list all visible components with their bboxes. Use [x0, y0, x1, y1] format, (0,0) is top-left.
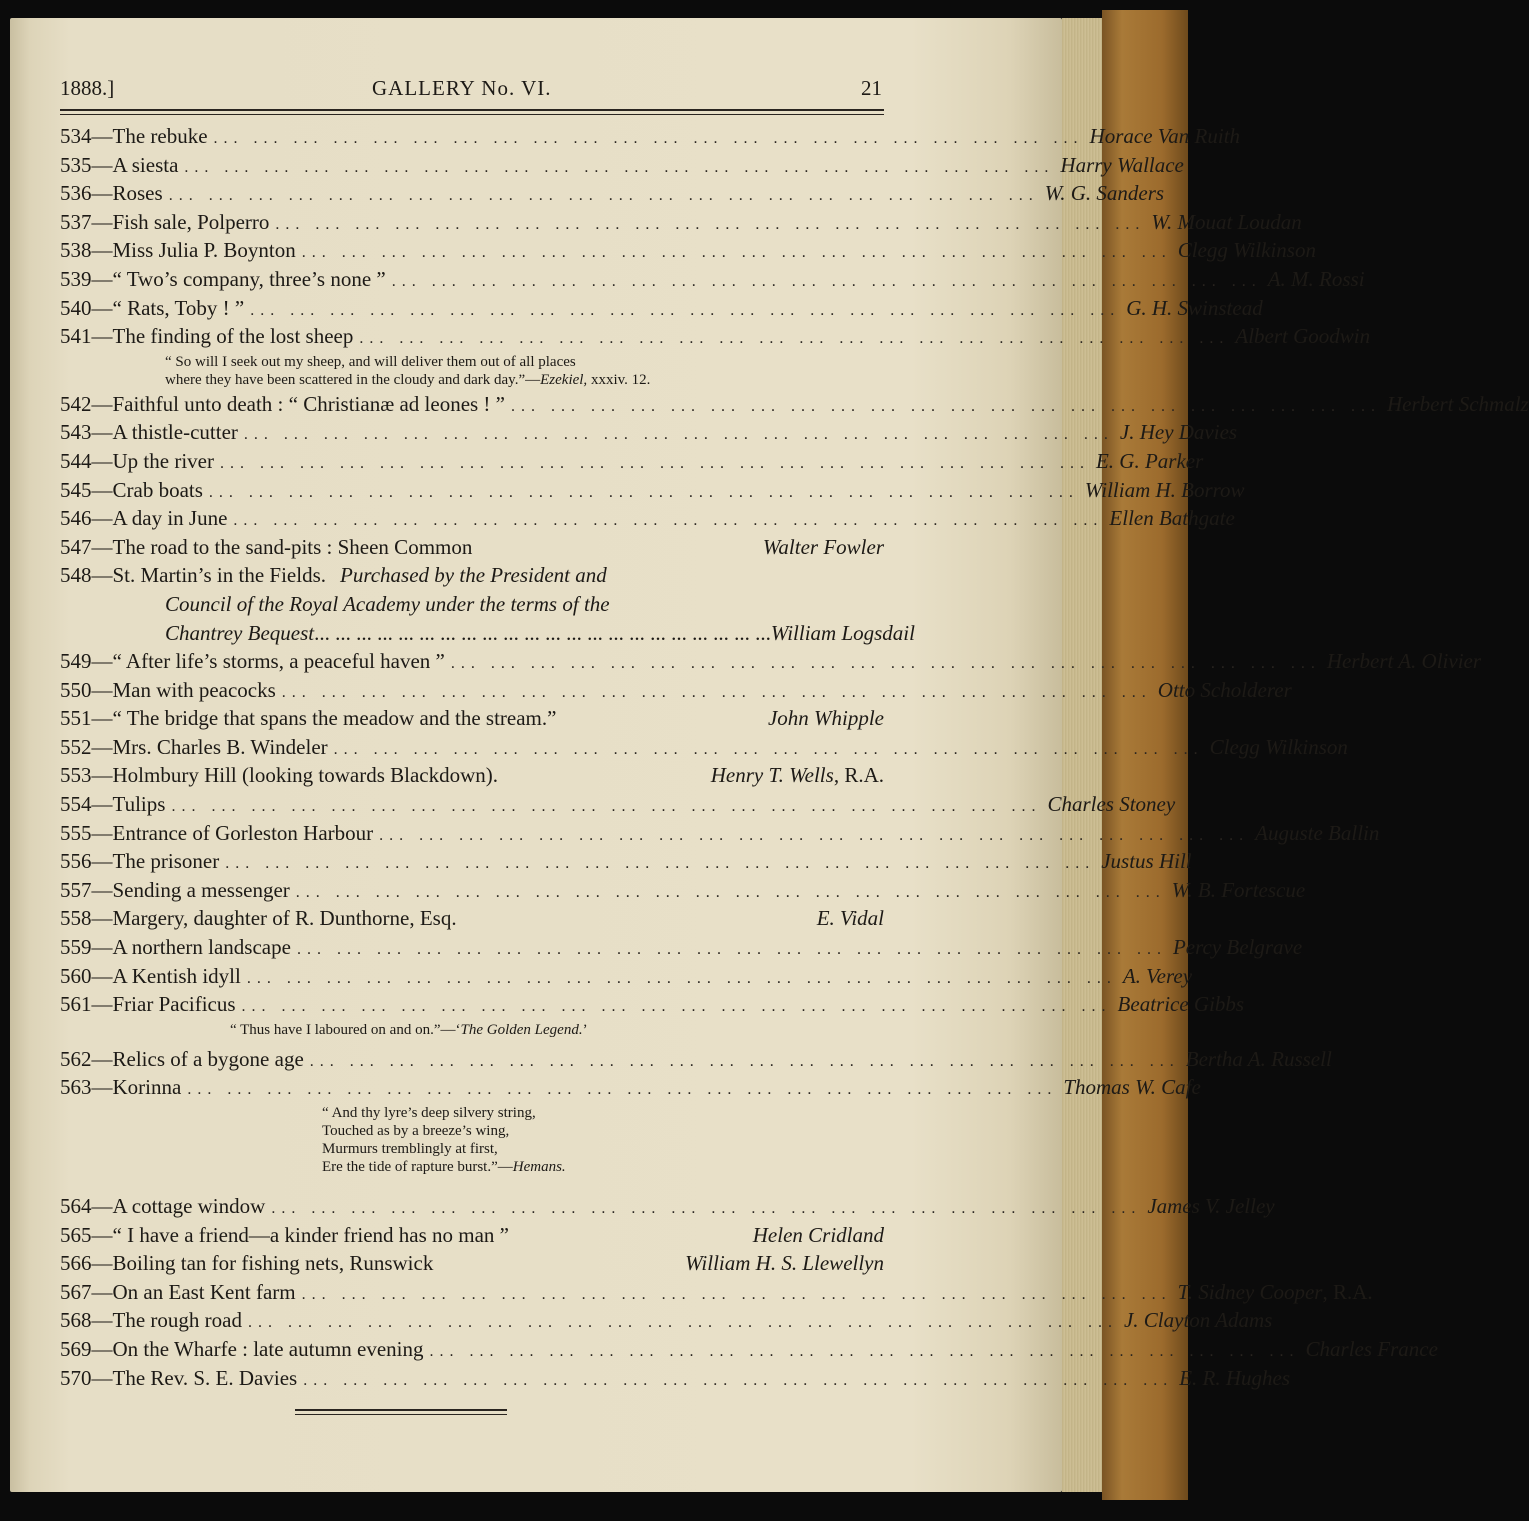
entry-artist: A. Verey: [1122, 963, 1193, 988]
leader-dots: ... ... ... ... ... ... ... ... ... ... ... ... ... ... ... ... ... ... ... ... ... ...: [208, 483, 1079, 501]
entry-artist: A. M. Rossi: [1267, 266, 1365, 291]
entry-number: 570—: [60, 1365, 113, 1390]
list-item: [60, 734, 1348, 764]
leader-dots: ... ... ... ... ... ... ... ... ... ... ... ... ... ... ... ... ... ... ... ... ... ...: [271, 1200, 1142, 1217]
quote-line: [322, 1158, 884, 1176]
quote-source: Hemans.: [512, 1159, 566, 1175]
leader-dots: ... ... ... ... ... ... ... ... ... ... ... ... ... ... ... ... ... ... ... ... ... ...: [309, 1052, 1180, 1070]
entry-title: Boiling tan for fishing nets, Runswick: [112, 1251, 434, 1276]
entry-title: A thistle-cutter: [112, 420, 238, 445]
entry-title: A cottage window: [112, 1194, 266, 1218]
entry-number: 548—: [60, 563, 113, 588]
list-item: [60, 295, 1263, 325]
leader-dots: ... ... ... ... ... ... ... ... ... ... ... ... ... ... ... ... ... ... ... ... ... ...: [219, 454, 1090, 472]
entry-suffix: , R.A.: [1322, 1279, 1373, 1304]
entry-artist: T. Sidney Cooper: [1177, 1279, 1323, 1304]
leader-dots: ... ... ... ... ... ... ... ... ... ... ... ... ... ... ... ... ... ... ... ... ... ...: [246, 969, 1117, 987]
header-rule-thin: [60, 114, 884, 115]
entry-number: 538—: [60, 238, 113, 263]
leader-dots: ... ... ... ... ... ... ... ... ... ... ... ... ... ... ... ... ... ... ... ... ... ...: [187, 1081, 1058, 1099]
list-item: [60, 124, 1241, 153]
entry-title: Miss Julia P. Boynton: [112, 238, 296, 263]
leader-dots: ... ... ... ... ... ... ... ... ... ... ... ... ... ... ... ... ... ... ... ... ... ...: [314, 620, 771, 645]
entry-suffix: , R.A.: [833, 763, 884, 788]
entry-title: Holmbury Hill (looking towards Blackdown).: [112, 763, 499, 788]
quote-line: “ So will I seek out my sheep, and will deliver them out of all places: [165, 353, 576, 370]
list-item: [60, 992, 1245, 1021]
entry-title: St. Martin’s in the Fields.: [112, 563, 327, 588]
entry-number: 563—: [60, 1075, 113, 1100]
entry-number: 564—: [60, 1194, 113, 1218]
entry-number: 543—: [60, 420, 113, 445]
leader-dots: ... ... ... ... ... ... ... ... ... ... ... ... ... ... ... ... ... ... ... ... ... ...: [233, 512, 1104, 530]
list-item: [60, 935, 1303, 964]
entry-artist: Clegg Wilkinson: [1177, 238, 1316, 263]
quote-line: [165, 371, 884, 389]
entry-title: The rebuke: [112, 124, 208, 148]
entry-artist: Justus Hill: [1101, 849, 1192, 874]
entry-title: On an East Kent farm: [112, 1279, 296, 1304]
entry-artist: W. B. Fortescue: [1171, 877, 1306, 902]
entry-artist: William H. Borrow: [1084, 477, 1245, 502]
entry-number: 559—: [60, 935, 113, 960]
entry-title: Up the river: [112, 448, 214, 473]
entry-number: 537—: [60, 209, 113, 234]
entry-title: Faithful unto death : “ Christianæ ad leones ! ”: [112, 391, 505, 416]
entry-title: Crab boats: [112, 477, 203, 502]
list-item: [60, 906, 884, 935]
list-item: [60, 849, 1192, 878]
leader-dots: ... ... ... ... ... ... ... ... ... ... ... ... ... ... ... ... ... ... ... ... ... ...: [379, 826, 1250, 844]
entry-artist: Charles Stoney: [1047, 792, 1176, 817]
entry-number: 552—: [60, 734, 113, 759]
entry-number: 560—: [60, 963, 113, 988]
entry-artist: Henry T. Wells: [710, 763, 834, 788]
leader-dots: ... ... ... ... ... ... ... ... ... ... ... ... ... ... ... ... ... ... ... ... ... ...: [295, 883, 1166, 901]
entry-artist: Harry Wallace: [1060, 152, 1184, 177]
leader-dots: ... ... ... ... ... ... ... ... ... ... ... ... ... ... ... ... ... ... ... ... ... ...: [359, 330, 1230, 348]
entry-number: 545—: [60, 477, 113, 502]
list-item: [60, 391, 1529, 421]
page-number: 21: [861, 76, 882, 100]
entry-number: 553—: [60, 763, 113, 788]
header-gallery: GALLERY No. VI.: [372, 76, 552, 100]
leader-dots: ... ... ... ... ... ... ... ... ... ... ... ... ... ... ... ... ... ... ... ... ... ...: [168, 187, 1039, 205]
leader-dots: ... ... ... ... ... ... ... ... ... ... ... ... ... ... ... ... ... ... ... ... ... ...: [391, 272, 1262, 290]
entry-artist: Percy Belgrave: [1172, 935, 1303, 960]
entry-number: 565—: [60, 1222, 113, 1247]
entry-artist: Herbert Schmalz: [1387, 391, 1529, 416]
list-item: [60, 266, 1365, 296]
entry-number: 544—: [60, 448, 113, 473]
entry-number: 535—: [60, 152, 113, 177]
entry-artist: Clegg Wilkinson: [1209, 734, 1348, 759]
entry-artist: Ellen Bathgate: [1109, 506, 1235, 531]
entry-title: A northern landscape: [112, 935, 291, 960]
quote-text: “ Thus have I laboured on and on.”—‘: [230, 1021, 461, 1038]
entry-title: Sending a messenger: [112, 877, 290, 902]
leader-dots: ... ... ... ... ... ... ... ... ... ... ... ... ... ... ... ... ... ... ... ... ... ...: [275, 215, 1146, 233]
entry-artist: E. Vidal: [816, 906, 884, 931]
list-item: [60, 763, 884, 792]
entry-title: Friar Pacificus: [112, 992, 236, 1017]
catalogue-list: [60, 124, 1529, 1394]
quote-ezekiel: [60, 353, 884, 392]
entry-title: “ The bridge that spans the meadow and the stream.”: [112, 706, 557, 731]
list-item: [60, 238, 1316, 267]
header-rule-thick: [60, 109, 884, 111]
list-item: [60, 152, 1184, 182]
list-item: [60, 677, 1292, 707]
leader-dots: ... ... ... ... ... ... ... ... ... ... ... ... ... ... ... ... ... ... ... ... ... ...: [333, 740, 1204, 758]
entry-title: “ Rats, Toby ! ”: [112, 295, 245, 320]
leader-dots: ... ... ... ... ... ... ... ... ... ... ... ... ... ... ... ... ... ... ... ... ... ...: [213, 130, 1084, 147]
entry-artist: G. H. Swinstead: [1126, 295, 1263, 320]
entry-artist: E. G. Parker: [1095, 448, 1204, 473]
entry-artist: John Whipple: [767, 706, 884, 731]
entry-title: On the Wharfe : late autumn evening: [112, 1336, 424, 1361]
entry-artist: Walter Fowler: [762, 534, 884, 559]
entry-number: 568—: [60, 1308, 113, 1333]
list-item: [60, 1075, 1201, 1104]
list-item: [60, 324, 1371, 353]
list-item: [60, 181, 1165, 210]
entry-title: Korinna: [112, 1075, 182, 1100]
entry-artist: Horace Van Ruith: [1089, 124, 1241, 148]
entry-title: “ After life’s storms, a peaceful haven ”: [112, 649, 445, 674]
entry-note-end: Chantrey Bequest: [165, 620, 315, 645]
entry-artist: Albert Goodwin: [1235, 324, 1371, 349]
leader-dots: ... ... ... ... ... ... ... ... ... ... ... ... ... ... ... ... ... ... ... ... ... ...: [450, 655, 1321, 673]
entry-number: 547—: [60, 534, 113, 559]
leader-dots: ... ... ... ... ... ... ... ... ... ... ... ... ... ... ... ... ... ... ... ... ... ...: [296, 941, 1167, 959]
entry-number: 567—: [60, 1279, 113, 1304]
entry-number: 550—: [60, 677, 113, 702]
entry-number: 556—: [60, 849, 113, 874]
quote-golden-legend: [60, 1021, 884, 1047]
entry-title: The prisoner: [112, 849, 220, 874]
leader-dots: ... ... ... ... ... ... ... ... ... ... ... ... ... ... ... ... ... ... ... ... ... ...: [184, 158, 1055, 176]
leader-dots: ... ... ... ... ... ... ... ... ... ... ... ... ... ... ... ... ... ... ... ... ... ...: [429, 1342, 1300, 1360]
quote-hemans: [60, 1104, 884, 1194]
entry-title: A day in June: [112, 506, 228, 531]
entry-title: The rough road: [112, 1308, 242, 1333]
entry-title: Man with peacocks: [112, 677, 276, 702]
entry-number: 558—: [60, 906, 113, 931]
list-item: [60, 1308, 1273, 1337]
entry-number: 562—: [60, 1046, 113, 1071]
entry-artist: Helen Cridland: [752, 1222, 884, 1247]
list-item: [60, 1046, 1332, 1076]
header-year: 1888.]: [60, 76, 115, 100]
entry-number: 546—: [60, 506, 113, 531]
entry-number: 549—: [60, 649, 113, 674]
footer-rule-thick: [295, 1409, 507, 1411]
entry-number: 555—: [60, 820, 113, 845]
quote-line: “ And thy lyre’s deep silvery string,: [322, 1105, 536, 1121]
list-item: [60, 1194, 1275, 1223]
list-item: [60, 420, 1238, 449]
entry-number: 540—: [60, 295, 113, 320]
list-item: [60, 820, 1380, 850]
quote-source: Ezekiel,: [540, 371, 588, 388]
leader-dots: ... ... ... ... ... ... ... ... ... ... ... ... ... ... ... ... ... ... ... ... ... ...: [171, 798, 1042, 816]
entry-artist: Charles France: [1305, 1336, 1438, 1361]
entry-artist: William Logsdail: [770, 620, 915, 645]
leader-dots: ... ... ... ... ... ... ... ... ... ... ... ... ... ... ... ... ... ... ... ... ... ...: [241, 998, 1112, 1016]
entry-title: Mrs. Charles B. Windeler: [112, 734, 328, 759]
quote-close: ’: [582, 1021, 588, 1038]
entry-note-continuation: Council of the Royal Academy under the terms of the: [165, 591, 610, 616]
leader-dots: ... ... ... ... ... ... ... ... ... ... ... ... ... ... ... ... ... ... ... ... ... ...: [225, 855, 1096, 873]
entry-artist: Otto Scholderer: [1157, 677, 1292, 702]
list-item: [60, 1223, 884, 1252]
entry-title: “ Two’s company, three’s none ”: [112, 266, 386, 291]
entry-title: Roses: [112, 181, 163, 206]
entry-artist: J. Hey Davies: [1119, 420, 1238, 445]
entry-number: 569—: [60, 1336, 113, 1361]
quote-text: where they have been scattered in the cloudy and dark day.”—: [165, 371, 541, 388]
entry-title: The road to the sand-pits : Sheen Common: [112, 534, 473, 559]
entry-number: 542—: [60, 391, 113, 416]
entry-title: The finding of the lost sheep: [112, 324, 354, 349]
entry-title: A siesta: [112, 152, 179, 177]
list-item: [60, 963, 1193, 993]
entry-title: The Rev. S. E. Davies: [112, 1365, 298, 1390]
entry-title: Tulips: [112, 792, 166, 817]
footer-rule-thin: [295, 1414, 507, 1415]
list-item: [60, 506, 1235, 535]
entry-artist: Herbert A. Olivier: [1326, 649, 1482, 674]
entry-number: 566—: [60, 1251, 113, 1276]
leader-dots: ... ... ... ... ... ... ... ... ... ... ... ... ... ... ... ... ... ... ... ... ... ...: [247, 1314, 1118, 1332]
entry-artist: W. Mouat Loudan: [1151, 209, 1302, 234]
quote-line: Touched as by a breeze’s wing,: [322, 1123, 510, 1139]
list-item: [60, 1365, 1291, 1395]
list-item: [60, 649, 1482, 678]
entry-artist: William H. S. Llewellyn: [685, 1251, 884, 1276]
entry-artist: W. G. Sanders: [1044, 181, 1165, 206]
entry-number: 557—: [60, 877, 113, 902]
entry-title: “ I have a friend—a kinder friend has no man ”: [112, 1222, 509, 1247]
page-header: [60, 76, 882, 106]
leader-dots: ... ... ... ... ... ... ... ... ... ... ... ... ... ... ... ... ... ... ... ... ... ...: [301, 1285, 1172, 1303]
leader-dots: ... ... ... ... ... ... ... ... ... ... ... ... ... ... ... ... ... ... ... ... ... ...: [301, 244, 1172, 262]
leader-dots: ... ... ... ... ... ... ... ... ... ... ... ... ... ... ... ... ... ... ... ... ... ...: [250, 301, 1121, 319]
list-item: [60, 209, 1302, 239]
entry-note: Purchased by the President and: [340, 563, 607, 588]
leader-dots: ... ... ... ... ... ... ... ... ... ... ... ... ... ... ... ... ... ... ... ... ... ...: [281, 683, 1152, 701]
entry-artist: E. R. Hughes: [1179, 1365, 1291, 1390]
entry-artist: Auguste Ballin: [1255, 820, 1380, 845]
entry-number: 536—: [60, 181, 113, 206]
entry-artist: James V. Jelley: [1147, 1194, 1275, 1218]
entry-number: 534—: [60, 124, 113, 148]
entry-number: 551—: [60, 706, 113, 731]
list-item-continuation: [60, 620, 915, 650]
list-item: [60, 477, 1245, 507]
quote-reference: xxxiv. 12.: [587, 371, 651, 388]
entry-title: Margery, daughter of R. Dunthorne, Esq.: [112, 906, 457, 931]
list-item: [60, 1251, 884, 1280]
entry-title: Relics of a bygone age: [112, 1046, 304, 1071]
list-item: [60, 877, 1306, 907]
entry-artist: Beatrice Gibbs: [1117, 992, 1245, 1017]
list-item: [60, 792, 1176, 821]
leader-dots: ... ... ... ... ... ... ... ... ... ... ... ... ... ... ... ... ... ... ... ... ... ...: [303, 1371, 1174, 1389]
leader-dots: ... ... ... ... ... ... ... ... ... ... ... ... ... ... ... ... ... ... ... ... ... ...: [511, 397, 1381, 415]
entry-artist: J. Clayton Adams: [1123, 1308, 1273, 1333]
entry-number: 541—: [60, 324, 113, 349]
quote-source: The Golden Legend.: [460, 1021, 583, 1038]
quote-text: Ere the tide of rapture burst.”—: [322, 1159, 513, 1175]
list-item: [60, 1279, 1373, 1309]
list-item: [60, 448, 1204, 478]
list-item: [60, 706, 884, 735]
entry-title: A Kentish idyll: [112, 963, 241, 988]
quote-line: Murmurs tremblingly at first,: [322, 1141, 498, 1157]
entry-number: 554—: [60, 792, 113, 817]
entry-number: 539—: [60, 266, 113, 291]
leader-dots: ... ... ... ... ... ... ... ... ... ... ... ... ... ... ... ... ... ... ... ... ... ...: [243, 426, 1114, 444]
entry-artist: Bertha A. Russell: [1185, 1046, 1332, 1071]
list-item: [60, 535, 884, 564]
entry-title: Entrance of Gorleston Harbour: [112, 820, 374, 845]
list-item: [60, 563, 884, 592]
entry-artist: Thomas W. Cafe: [1063, 1075, 1201, 1100]
entry-number: 561—: [60, 992, 113, 1017]
list-item: [60, 1336, 1438, 1366]
entry-title: Fish sale, Polperro: [112, 209, 270, 234]
